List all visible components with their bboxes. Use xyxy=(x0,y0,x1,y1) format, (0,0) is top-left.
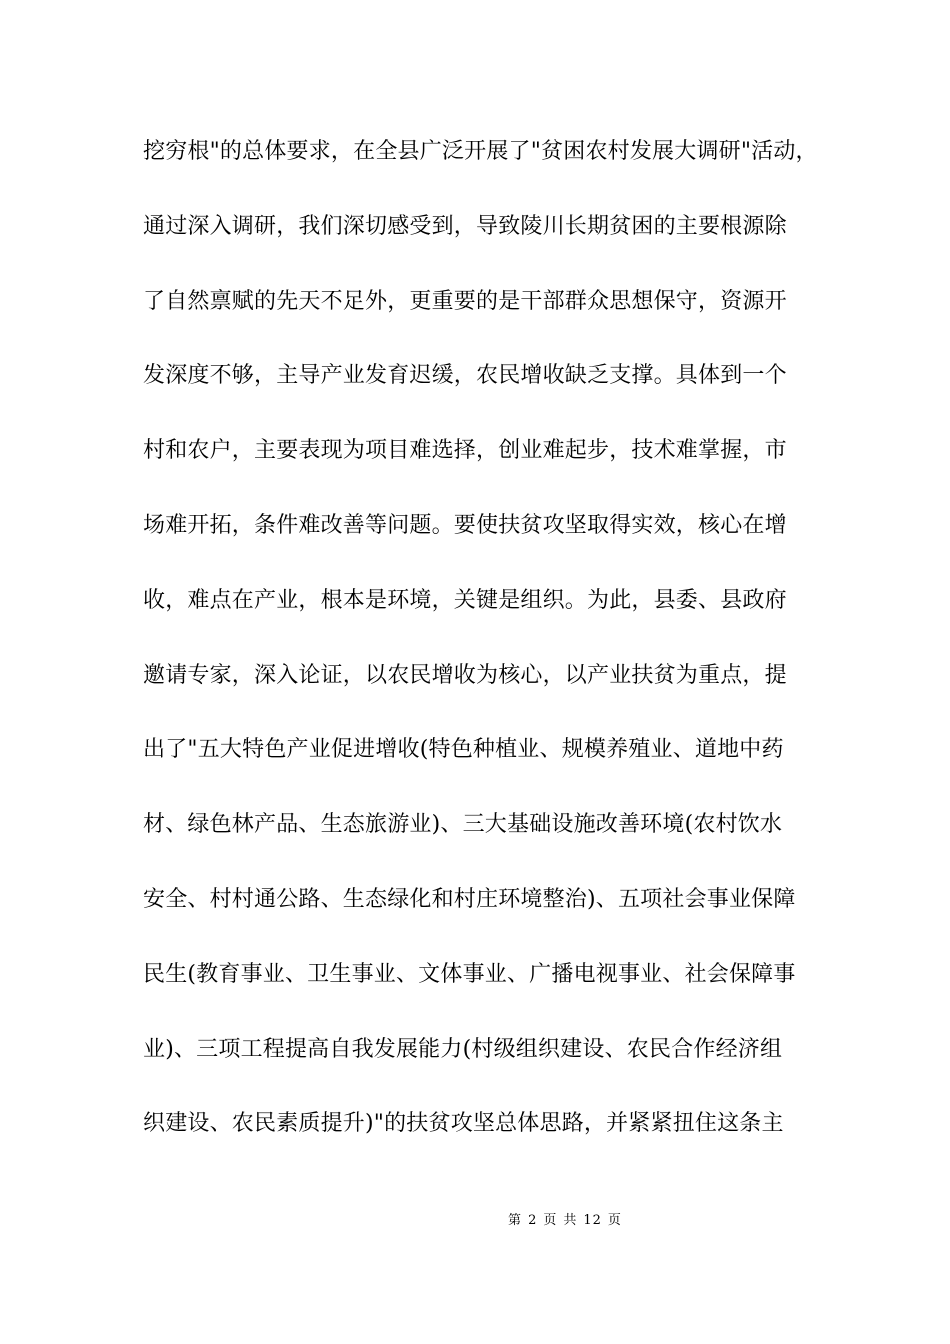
text-line: 发深度不够，主导产业发育迟缓，农民增收缺乏支撑。具体到一个 xyxy=(143,363,787,389)
page-footer xyxy=(0,1209,950,1228)
total-page-count: 12 xyxy=(583,1213,602,1228)
text-line: 材、绿色林产品、生态旅游业)、三大基础设施改善环境(农村饮水 xyxy=(143,812,783,838)
text-line: 织建设、农民素质提升)"的扶贫攻坚总体思路，并紧紧扭住这条主 xyxy=(143,1111,784,1137)
text-line: 出了"五大特色产业促进增收(特色种植业、规模养殖业、道地中药 xyxy=(143,737,784,763)
text-line: 安全、村村通公路、生态绿化和村庄环境整治)、五项社会事业保障 xyxy=(143,886,796,912)
text-line: 收，难点在产业，根本是环境，关键是组织。为此，县委、县政府 xyxy=(143,587,787,613)
text-line: 场难开拓，条件难改善等问题。要使扶贫攻坚取得实效，核心在增 xyxy=(143,512,787,538)
footer-prefix: 第 xyxy=(508,1213,523,1228)
text-line: 民生(教育事业、卫生事业、文体事业、广播电视事业、社会保障事 xyxy=(143,961,796,987)
text-line: 挖穷根"的总体要求，在全县广泛开展了"贫困农村发展大调研"活动， xyxy=(143,139,818,164)
footer-page-label: 页 xyxy=(543,1213,558,1228)
body-paragraph xyxy=(143,132,823,1179)
text-line: 村和农户，主要表现为项目难选择，创业难起步，技术难掌握，市 xyxy=(143,438,787,464)
text-line: 业)、三项工程提高自我发展能力(村级组织建设、农民合作经济组 xyxy=(143,1036,783,1062)
footer-total-label: 共 xyxy=(563,1213,578,1228)
footer-suffix: 页 xyxy=(607,1213,622,1228)
text-line: 通过深入调研，我们深切感受到，导致陵川长期贫困的主要根源除 xyxy=(143,213,787,239)
current-page-number: 2 xyxy=(528,1213,538,1228)
text-line: 邀请专家，深入论证，以农民增收为核心，以产业扶贫为重点，提 xyxy=(143,662,787,688)
text-line: 了自然禀赋的先天不足外，更重要的是干部群众思想保守，资源开 xyxy=(143,288,787,314)
